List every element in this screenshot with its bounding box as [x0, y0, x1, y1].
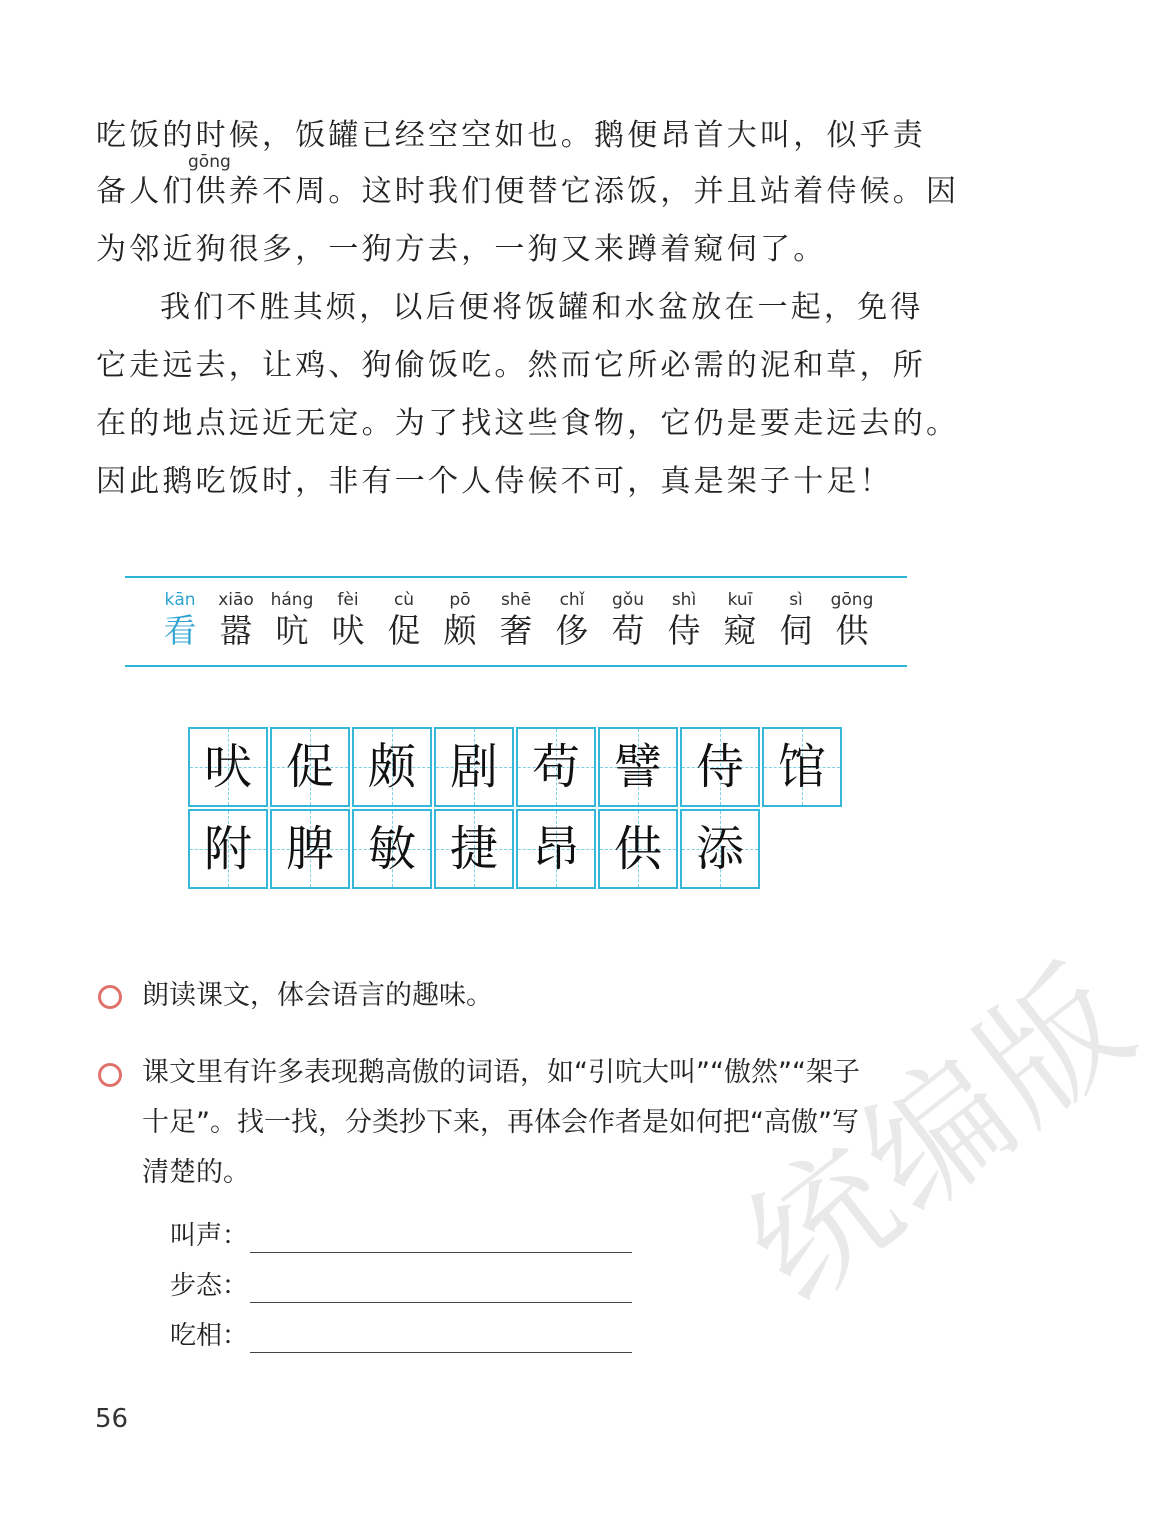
- grid-cell: [188, 809, 268, 889]
- grid-char: 譬: [613, 739, 662, 795]
- vocab-item: [262, 588, 322, 650]
- grid-cell: [434, 809, 514, 889]
- exercise-circle-icon: [98, 985, 122, 1009]
- grid-cell: [434, 727, 514, 807]
- page-number: 56: [95, 1404, 129, 1434]
- answer-label: 叫声：: [170, 1221, 249, 1251]
- grid-cell: [598, 727, 678, 807]
- grid-cell: [680, 809, 760, 889]
- grid-char: 剧: [449, 739, 498, 795]
- passage-line: 它走远去，让鸡、狗偷饭吃。然而它所必需的泥和草，所: [96, 348, 926, 383]
- grid-char: 添: [695, 821, 744, 877]
- vocab-pinyin: háng: [270, 590, 314, 610]
- vocab-pinyin: xiāo: [218, 590, 254, 610]
- passage-line: 吃饭的时候，饭罐已经空空如也。鹅便昂首大叫，似乎责: [96, 118, 926, 153]
- vocab-hanzi: 颇: [443, 611, 477, 650]
- grid-cell: [680, 727, 760, 807]
- vocab-item: [542, 588, 602, 650]
- grid-cell: [352, 809, 432, 889]
- grid-char: 促: [285, 739, 334, 795]
- passage-line: 备人们供养不周。这时我们便替它添饭，并且站着侍候。因: [96, 174, 960, 209]
- vocab-hanzi: 奢: [499, 611, 533, 650]
- vocab-pinyin: gǒu: [612, 590, 644, 610]
- grid-cell: [598, 809, 678, 889]
- vocab-pinyin: sì: [789, 590, 803, 610]
- grid-char: 捷: [449, 821, 498, 877]
- passage-line: 为邻近狗很多，一狗方去，一狗又来蹲着窥伺了。: [96, 232, 827, 267]
- pinyin-annotation: gōng: [188, 152, 231, 172]
- vocab-pinyin: shì: [671, 590, 697, 610]
- vocab-item: [318, 588, 378, 650]
- vocab-top-rule: [125, 576, 907, 578]
- vocab-hanzi: 看: [163, 611, 197, 650]
- vocab-item: [710, 588, 770, 650]
- vocab-hanzi: 伺: [779, 611, 813, 650]
- vocab-hanzi: 促: [387, 611, 421, 650]
- vocab-hanzi: 苟: [611, 611, 645, 650]
- vocab-pinyin: kān: [164, 590, 196, 610]
- grid-char: 颇: [367, 739, 416, 795]
- grid-char: 脾: [285, 821, 334, 877]
- vocab-hanzi: 侈: [555, 611, 589, 650]
- grid-cell: [516, 809, 596, 889]
- vocab-item: [374, 588, 434, 650]
- vocab-hanzi: 侍: [667, 611, 701, 650]
- grid-char: 馆: [777, 739, 826, 795]
- grid-char: 供: [613, 821, 662, 877]
- vocab-pinyin: kuī: [727, 590, 753, 610]
- answer-blank-line[interactable]: [250, 1302, 632, 1303]
- vocab-pinyin: chǐ: [559, 590, 585, 610]
- answer-blank-line[interactable]: [250, 1352, 632, 1353]
- grid-char: 附: [203, 821, 252, 877]
- exercise-1-text: 朗读课文，体会语言的趣味。: [142, 980, 493, 1011]
- vocab-item: [206, 588, 266, 650]
- grid-char: 侍: [695, 739, 744, 795]
- grid-cell: [516, 727, 596, 807]
- watermark: 统编版: [719, 934, 1165, 1333]
- grid-cell: [762, 727, 842, 807]
- vocab-hanzi: 窥: [723, 611, 757, 650]
- vocab-item: [822, 588, 882, 650]
- vocab-pinyin: cù: [393, 590, 415, 610]
- grid-cell: [188, 727, 268, 807]
- grid-char: 苟: [531, 739, 580, 795]
- vocab-item: [430, 588, 490, 650]
- vocab-hanzi: 嚣: [219, 611, 253, 650]
- vocab-item: [766, 588, 826, 650]
- exercise-2-text: 课文里有许多表现鹅高傲的词语，如“引吭大叫”“傲然”“架子: [142, 1057, 860, 1088]
- grid-char: 昂: [531, 821, 580, 877]
- answer-blank-line[interactable]: [250, 1252, 632, 1253]
- vocab-hanzi: 供: [835, 611, 869, 650]
- vocab-pinyin: pō: [449, 590, 471, 610]
- passage-line: 我们不胜其烦，以后便将饭罐和水盆放在一起，免得: [160, 290, 924, 325]
- grid-char: 吠: [203, 739, 252, 795]
- vocab-item: [486, 588, 546, 650]
- vocab-pinyin: shē: [500, 590, 532, 610]
- vocab-hanzi: 吭: [275, 611, 309, 650]
- exercise-2-text: 清楚的。: [142, 1157, 250, 1188]
- exercise-2-text: 十足”。找一找，分类抄下来，再体会作者是如何把“高傲”写: [142, 1107, 859, 1138]
- passage-line: 因此鹅吃饭时，非有一个人侍候不可，真是架子十足！: [96, 464, 893, 499]
- passage-line: 在的地点远近无定。为了找这些食物，它仍是要走远去的。: [96, 406, 960, 441]
- grid-cell: [270, 727, 350, 807]
- vocab-pinyin: fèi: [337, 590, 359, 610]
- vocab-item: [150, 588, 210, 650]
- answer-label: 吃相：: [170, 1321, 249, 1351]
- answer-label: 步态：: [170, 1271, 249, 1301]
- vocab-hanzi: 吠: [331, 611, 365, 650]
- vocab-bottom-rule: [125, 665, 907, 667]
- vocab-item: [598, 588, 658, 650]
- grid-cell: [270, 809, 350, 889]
- grid-char: 敏: [367, 821, 416, 877]
- vocab-pinyin: gōng: [830, 590, 874, 610]
- exercise-circle-icon: [98, 1063, 122, 1087]
- grid-cell: [352, 727, 432, 807]
- vocab-item: [654, 588, 714, 650]
